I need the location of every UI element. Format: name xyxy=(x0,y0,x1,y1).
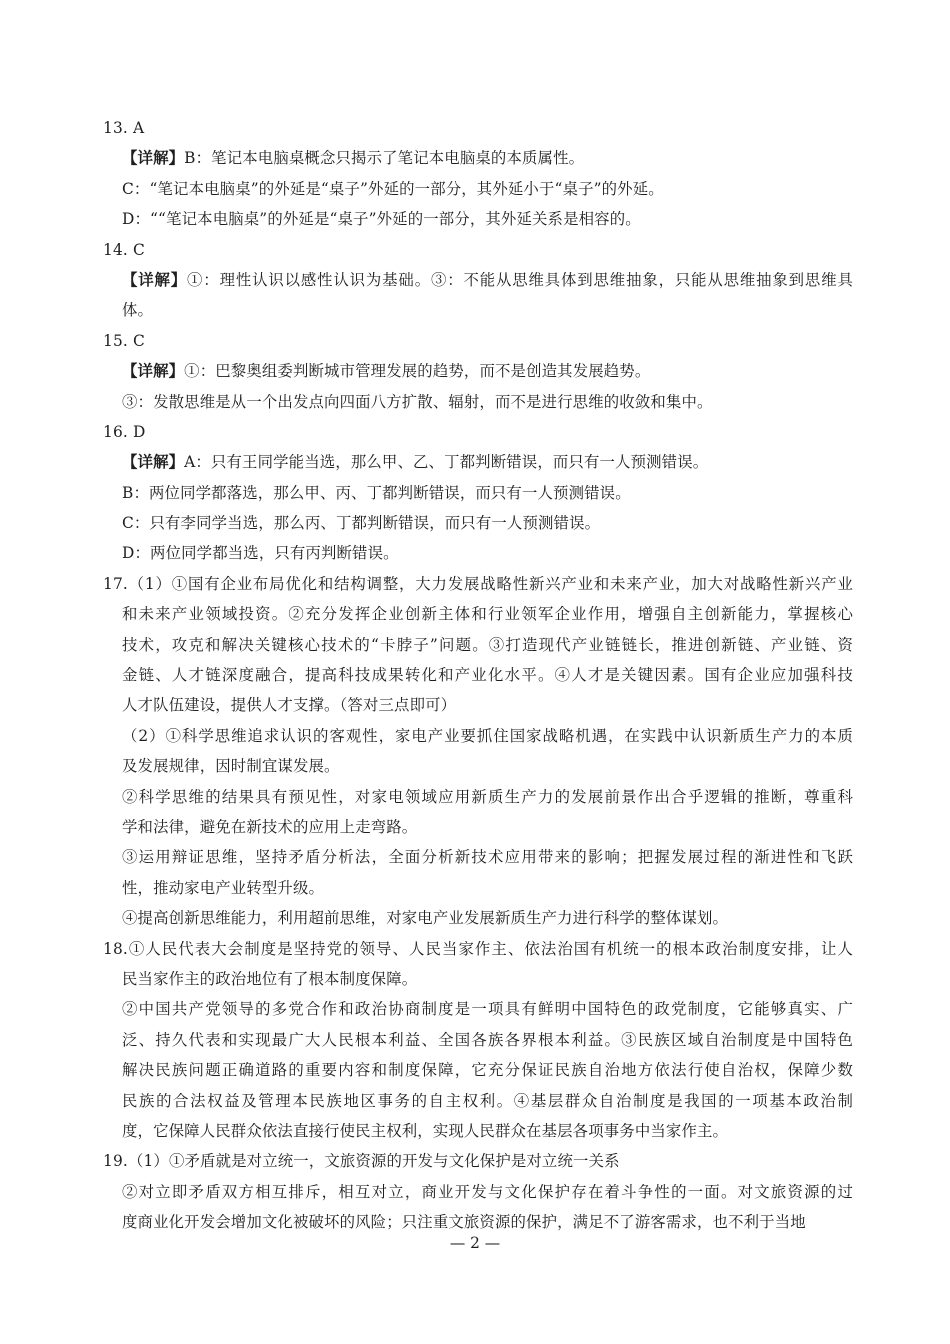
answer-line xyxy=(103,690,853,720)
question-number: 17. xyxy=(103,574,128,593)
detail-label: 【详解】 xyxy=(122,149,185,168)
answer-line xyxy=(103,660,853,690)
answer-text: 民当家作主的政治地位有了根本制度保障。 xyxy=(122,969,418,988)
answer-text: ④提高创新思维能力，利用超前思维，对家电产业发展新质生产力进行科学的整体谋划。 xyxy=(122,909,729,928)
answer-line xyxy=(103,599,853,629)
answer-line xyxy=(103,1116,853,1146)
answer-text: 人才队伍建设，提供人才支撑。（答对三点即可） xyxy=(122,696,457,715)
page-number: — 2 — xyxy=(449,1234,501,1252)
answer-text: ①：巴黎奥组委判断城市管理发展的趋势，而不是创造其发展趋势。 xyxy=(184,362,651,381)
answer-line xyxy=(103,1086,853,1116)
question-number: 18. xyxy=(103,939,128,958)
answer-text: ①人民代表大会制度是坚持党的领导、人民当家作主、依法治国有机统一的根本政治制度安排，让人 xyxy=(127,939,853,958)
answer-paragraph xyxy=(103,903,853,933)
answer-text: 及发展规律，因时制宜谋发展。 xyxy=(122,757,340,776)
answer-paragraph xyxy=(103,782,853,812)
question-number: 16. D xyxy=(103,422,146,441)
answer-text: 度，它保障人民群众依法直接行使民主权利，实现人民群众在基层各项事务中当家作主。 xyxy=(122,1121,729,1140)
answer-text: （1）①矛盾就是对立统一，文旅资源的开发与文化保护是对立统一关系 xyxy=(127,1152,620,1171)
answer-text: ③：发散思维是从一个出发点向四面八方扩散、辐射，而不是进行思维的收敛和集中。 xyxy=(122,392,713,411)
answer-line xyxy=(103,295,853,325)
answer-text: 解决民族问题正确道路的重要内容和制度保障，它充分保证民族自治地方依法行使自治权，保障少数 xyxy=(122,1061,853,1080)
answer-text: D：两位同学都当选，只有丙判断错误。 xyxy=(122,544,399,563)
answer-text: 性，推动家电产业转型升级。 xyxy=(122,878,325,897)
answer-paragraph xyxy=(103,1146,853,1176)
answer-paragraph xyxy=(103,478,853,508)
answer-text: ①：理性认识以感性认识为基础。③：不能从思维具体到思维抽象，只能从思维抽象到思维具 xyxy=(187,270,853,289)
question-number: 13. A xyxy=(103,119,145,137)
answer-line xyxy=(103,1207,853,1237)
answer-paragraph xyxy=(103,204,853,234)
answer-text: C：只有李同学当选，那么丙、丁都判断错误，而只有一人预测错误。 xyxy=(122,514,601,533)
answer-text: D：““笔记本电脑桌”的外延是“桌子”外延的一部分，其外延关系是相容的。 xyxy=(122,210,641,229)
detail-label: 【详解】 xyxy=(122,362,185,381)
answer-paragraph xyxy=(103,387,853,417)
answer-line xyxy=(103,630,853,660)
question-number: 14. C xyxy=(103,240,145,259)
answer-paragraph xyxy=(103,934,853,964)
answer-paragraph xyxy=(103,356,853,386)
answer-paragraph xyxy=(103,721,853,751)
answer-line xyxy=(103,751,853,781)
answer-text: C：“笔记本电脑桌”的外延是“桌子”外延的一部分，其外延小于“桌子”的外延。 xyxy=(122,179,664,198)
answer-text: ②对立即矛盾双方相互排斥，相互对立，商业开发与文化保护存在着斗争性的一面。对文旅资源的过 xyxy=(122,1182,853,1201)
detail-label: 【详解】 xyxy=(122,270,188,289)
answer-paragraph xyxy=(103,174,853,204)
answer-line xyxy=(103,964,853,994)
answer-text: 技术，攻克和解决关键核心技术的“卡脖子”问题。③打造现代产业链链长，推进创新链、产业链、资 xyxy=(122,635,853,654)
answer-paragraph xyxy=(103,994,853,1024)
question-number: 15. C xyxy=(103,331,145,350)
answer-text: 泛、持久代表和实现最广大人民根本利益、全国各族各界根本利益。③民族区域自治制度是中国特色 xyxy=(122,1030,853,1049)
detail-label: 【详解】 xyxy=(122,453,185,472)
answer-content xyxy=(103,113,853,1237)
answer-line xyxy=(103,1055,853,1085)
answer-line xyxy=(103,1025,853,1055)
answer-text: B：两位同学都落选，那么甲、丙、丁都判断错误，而只有一人预测错误。 xyxy=(122,483,631,502)
answer-paragraph xyxy=(103,143,853,173)
answer-text: B：笔记本电脑桌概念只揭示了笔记本电脑桌的本质属性。 xyxy=(184,149,585,168)
answer-text: 金链、人才链深度融合，提高科技成果转化和产业化水平。④人才是关键因素。国有企业应加强科技 xyxy=(122,666,853,685)
answer-text: 体。 xyxy=(122,301,154,320)
answer-paragraph xyxy=(103,508,853,538)
answer-paragraph xyxy=(103,842,853,872)
answer-text: A：只有王同学能当选，那么甲、乙、丁都判断错误，而只有一人预测错误。 xyxy=(184,453,709,472)
answer-paragraph xyxy=(103,569,853,599)
answer-text: ③运用辩证思维，坚持矛盾分析法，全面分析新技术应用带来的影响；把握发展过程的渐进性和飞跃 xyxy=(122,848,853,867)
answer-text: 和未来产业领域投资。②充分发挥企业创新主体和行业领军企业作用，增强自主创新能力，掌握核心 xyxy=(122,605,853,624)
answer-text: ②科学思维的结果具有预见性，对家电领域应用新质生产力的发展前景作出合乎逻辑的推断，尊重科 xyxy=(122,787,853,806)
answer-paragraph xyxy=(103,447,853,477)
answer-line xyxy=(103,812,853,842)
answer-text: 学和法律，避免在新技术的应用上走弯路。 xyxy=(122,817,418,836)
answer-paragraph xyxy=(103,1177,853,1207)
answer-line xyxy=(103,873,853,903)
answer-paragraph xyxy=(103,538,853,568)
answer-text: 民族的合法权益及管理本民族地区事务的自主权利。④基层群众自治制度是我国的一项基本政治制 xyxy=(122,1091,853,1110)
answer-paragraph xyxy=(103,265,853,295)
answer-text: 度商业化开发会增加文化被破坏的风险；只注重文旅资源的保护，满足不了游客需求，也不利于当地 xyxy=(122,1213,806,1232)
question-number: 19. xyxy=(103,1152,128,1171)
answer-text: ②中国共产党领导的多党合作和政治协商制度是一项具有鲜明中国特色的政党制度，它能够真实、广 xyxy=(122,1000,853,1019)
answer-text: （2）①科学思维追求认识的客观性，家电产业要抓住国家战略机遇，在实践中认识新质生产力的本质 xyxy=(122,726,853,745)
answer-text: （1）①国有企业布局优化和结构调整，大力发展战略性新兴产业和未来产业，加大对战略性新兴产业 xyxy=(127,574,853,593)
